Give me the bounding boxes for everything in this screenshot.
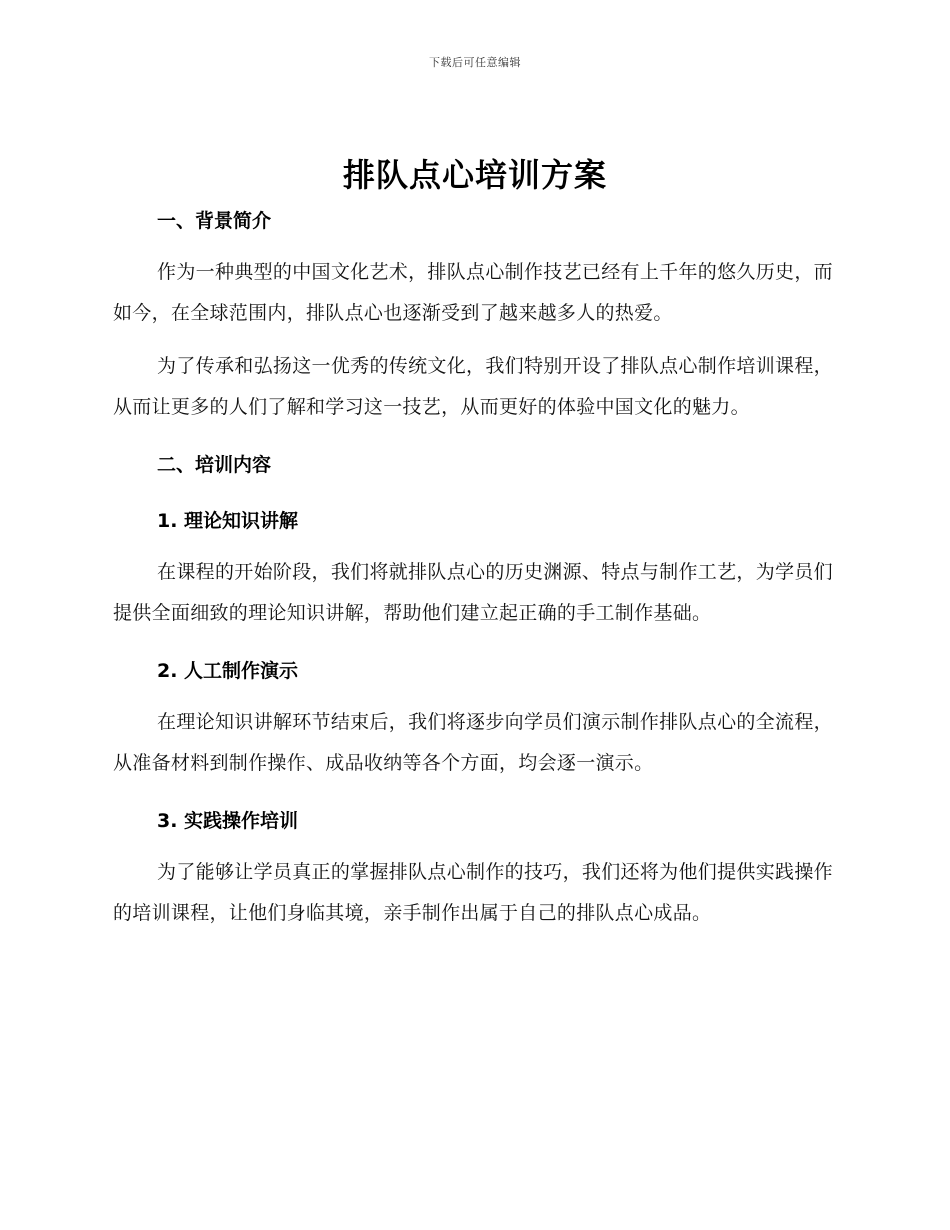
section-heading-background: 一、背景简介 xyxy=(157,210,272,232)
paragraph-background-2: 为了传承和弘扬这一优秀的传统文化，我们特别开设了排队点心制作培训课程，从而让更多的人们了解和学习这一技艺，从而更好的体验中国文化的魅力。 xyxy=(113,355,833,418)
subsection-heading-theory: 1. 理论知识讲解 xyxy=(157,510,299,532)
paragraph-practice: 为了能够让学员真正的掌握排队点心制作的技巧，我们还将为他们提供实践操作的培训课程，让他们身临其境，亲手制作出属于自己的排队点心成品。 xyxy=(113,861,833,924)
paragraph-demonstration: 在理论知识讲解环节结束后，我们将逐步向学员们演示制作排队点心的全流程，从准备材料到制作操作、成品收纳等各个方面，均会逐一演示。 xyxy=(113,711,833,774)
section-heading-training-content: 二、培训内容 xyxy=(157,454,272,476)
paragraph-background-1: 作为一种典型的中国文化艺术，排队点心制作技艺已经有上千年的悠久历史，而如今，在全球范围内，排队点心也逐渐受到了越来越多人的热爱。 xyxy=(113,261,833,324)
document-title: 排队点心培训方案 xyxy=(342,156,607,194)
subsection-heading-demonstration: 2. 人工制作演示 xyxy=(157,660,299,682)
document-body xyxy=(113,202,833,934)
subsection-heading-practice: 3. 实践操作培训 xyxy=(157,810,299,832)
header-note: 下载后可任意编辑 xyxy=(429,56,521,69)
paragraph-theory: 在课程的开始阶段，我们将就排队点心的历史渊源、特点与制作工艺，为学员们提供全面细致的理论知识讲解，帮助他们建立起正确的手工制作基础。 xyxy=(113,561,833,624)
